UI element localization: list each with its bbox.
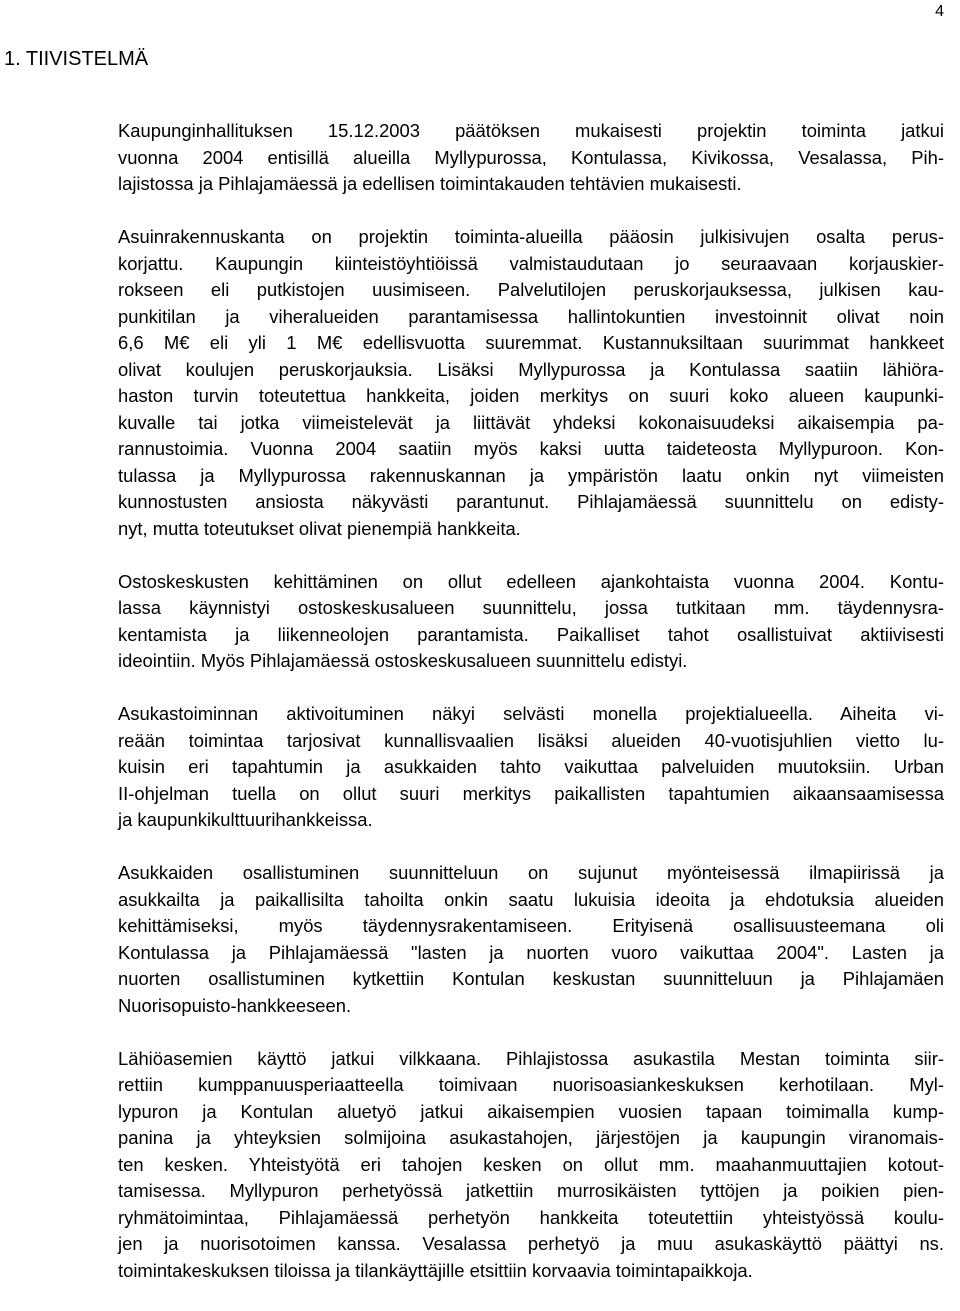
- paragraph-line: ryhmätoimintaa, Pihlajamäessä perhetyön hankkeita toteutettiin yhteistyössä koulu-: [118, 1206, 944, 1228]
- paragraph-line: rettiin kumppanuusperiaatteella toimivaan nuorisoasiankeskuksen kerhotilaan. Myl-: [118, 1074, 944, 1095]
- paragraph-line: Asukastoiminnan aktivoituminen näkyi selvästi monella projektialueella. Aiheita vi-: [118, 703, 944, 724]
- paragraph-line: ideointiin. Myös Pihlajamäessä ostoskeskusalueen suunnittelu edistyi.: [118, 650, 688, 671]
- paragraph-line: 6,6 M€ eli yli 1 M€ edellisvuotta suuremmat. Kustannuksiltaan suurimmat hankkeet: [118, 332, 944, 353]
- paragraph-line: Kontulassa ja Pihlajamäessä "lasten ja nuorten vuoro vaikuttaa 2004". Lasten ja: [118, 941, 944, 963]
- paragraph: [118, 118, 944, 198]
- paragraph-line: kuisin eri tapahtumin ja asukkaiden tahto vaikuttaa palveluiden muutoksiin. Urban: [118, 756, 944, 777]
- paragraph-line: asukkailta ja paikallisilta tahoilta onkin saatu lukuisia ideoita ja ehdotuksia alueiden: [118, 888, 944, 910]
- paragraph-line: kentamista ja liikenneolojen parantamista. Paikalliset tahot osallistuivat aktiivisesti: [118, 623, 944, 645]
- paragraph-line: punkitilan ja viheralueiden parantamisessa hallintokuntien investoinnit olivat noin: [118, 305, 944, 327]
- paragraph: [118, 224, 944, 542]
- paragraph-line: jen ja nuorisotoimen kanssa. Vesalassa perhetyö ja muu asukaskäyttö päättyi ns.: [118, 1233, 944, 1254]
- paragraph-line: rannustoimia. Vuonna 2004 saatiin myös kaksi uutta taideteosta Myllypuroon. Kon-: [118, 438, 944, 459]
- paragraph-line: lajistossa ja Pihlajamäessä ja edellisen toimintakauden tehtävien mukaisesti.: [118, 173, 742, 194]
- section-heading: 1. TIIVISTELMÄ: [4, 48, 149, 70]
- paragraph-line: tamisessa. Myllypuron perhetyössä jatkettiin murrosikäisten tyttöjen ja poikien pien-: [118, 1180, 944, 1201]
- paragraph-line: Ostoskeskusten kehittäminen on ollut edelleen ajankohtaista vuonna 2004. Kontu-: [118, 570, 944, 592]
- paragraph-line: lypuron ja Kontulan aluetyö jatkui aikaisempien vuosien tapaan toimimalla kump-: [118, 1100, 944, 1122]
- paragraph: [118, 569, 944, 675]
- paragraph-line: reään toimintaa tarjosivat kunnallisvaalien lisäksi alueiden 40-vuotisjuhlien vietto lu-: [118, 729, 944, 751]
- paragraph-line: vuonna 2004 entisillä alueilla Myllypurossa, Kontulassa, Kivikossa, Vesalassa, Pih-: [118, 146, 944, 168]
- paragraph-line: panina ja yhteyksien solmijoina asukastahojen, järjestöjen ja kaupungin viranomais-: [118, 1127, 944, 1148]
- paragraph: [118, 1046, 944, 1285]
- paragraph-line: Kaupunginhallituksen 15.12.2003 päätöksen mukaisesti projektin toiminta jatkui: [118, 120, 944, 141]
- paragraph-line: Nuorisopuisto-hankkeeseen.: [118, 994, 352, 1016]
- paragraph-line: haston turvin toteutettua hankkeita, joiden merkitys on suuri koko alueen kaupunki-: [118, 385, 944, 406]
- paragraph-line: ja kaupunkikulttuurihankkeissa.: [118, 809, 373, 830]
- paragraph: [118, 860, 944, 1019]
- body-text: [118, 118, 944, 1311]
- paragraph-line: Asukkaiden osallistuminen suunnitteluun on sujunut myönteisessä ilmapiirissä ja: [118, 862, 944, 883]
- paragraph-line: nyt, mutta toteutukset olivat pienempiä hankkeita.: [118, 517, 521, 539]
- paragraph-line: kehittämiseksi, myös täydennysrakentamiseen. Erityisenä osallisuusteemana oli: [118, 915, 944, 936]
- paragraph-line: tulassa ja Myllypurossa rakennuskannan ja ympäristön laatu onkin nyt viimeisten: [118, 464, 944, 486]
- paragraph-line: olivat koulujen peruskorjauksia. Lisäksi Myllypurossa ja Kontulassa saatiin lähiöra-: [118, 358, 944, 380]
- paragraph-line: II-ohjelman tuella on ollut suuri merkitys paikallisten tapahtumien aikaansaamisessa: [118, 782, 944, 804]
- paragraph-line: toimintakeskuksen tiloissa ja tilankäyttäjille etsittiin korvaavia toimintapaikkoja.: [118, 1259, 753, 1281]
- paragraph-line: rokseen eli putkistojen uusimiseen. Palvelutilojen peruskorjauksessa, julkisen kau-: [118, 279, 944, 300]
- paragraph-line: Lähiöasemien käyttö jatkui vilkkaana. Pihlajistossa asukastila Mestan toiminta siir-: [118, 1047, 944, 1069]
- paragraph-line: ten kesken. Yhteistyötä eri tahojen kesken on ollut mm. maahanmuuttajien kotout-: [118, 1153, 944, 1175]
- paragraph-line: nuorten osallistuminen kytkettiin Kontulan keskustan suunnitteluun ja Pihlajamäen: [118, 968, 944, 989]
- paragraph-line: korjattu. Kaupungin kiinteistöyhtiöissä valmistaudutaan jo seuraavaan korjauskier-: [118, 252, 944, 274]
- paragraph-line: kuvalle tai jotka viimeistelevät ja liittävät yhdeksi kokonaisuudeksi aikaisempia pa-: [118, 411, 944, 433]
- paragraph: [118, 701, 944, 834]
- paragraph-line: kunnostusten ansiosta näkyvästi parantunut. Pihlajamäessä suunnittelu on edisty-: [118, 491, 944, 512]
- page-number: 4: [935, 3, 944, 20]
- paragraph-line: lassa käynnistyi ostoskeskusalueen suunnittelu, jossa tutkitaan mm. täydennysra-: [118, 597, 944, 618]
- paragraph-line: Asuinrakennuskanta on projektin toiminta-alueilla pääosin julkisivujen osalta perus-: [118, 226, 944, 247]
